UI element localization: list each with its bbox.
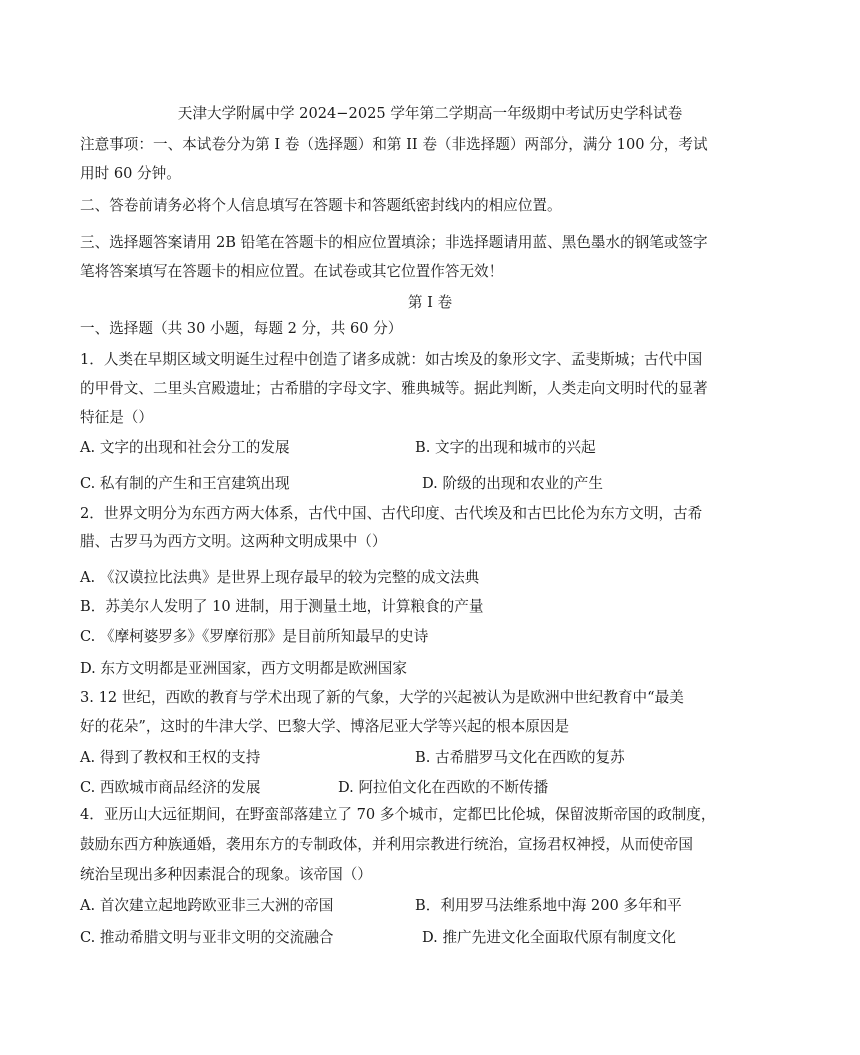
notice-line: 注意事项：一、本试卷分为第 I 卷（选择题）和第 II 卷（非选择题）两部分，满分 100 分，考试 <box>80 136 708 153</box>
option-d: D. 阶级的出现和农业的产生 <box>422 475 603 492</box>
section-title: 第 I 卷 <box>407 294 453 311</box>
question-stem: 的甲骨文、二里头宫殿遗址；古希腊的字母文字、雅典城等。据此判断，人类走向文明时代的显著 <box>80 380 708 397</box>
option-a: A. 《汉谟拉比法典》是世界上现存最早的较为完整的成文法典 <box>80 569 480 586</box>
exam-title: 天津大学附属中学 2024−2025 学年第二学期高一年级期中考试历史学科试卷 <box>177 105 683 122</box>
option-c: C. 私有制的产生和王宫建筑出现 <box>80 475 290 492</box>
option-c: C. 推动希腊文明与亚非文明的交流融合 <box>80 929 334 946</box>
option-a: A. 首次建立起地跨欧亚非三大洲的帝国 <box>80 897 334 914</box>
option-c: C. 西欧城市商品经济的发展 <box>80 779 261 796</box>
option-b: B．苏美尔人发明了 10 进制，用于测量土地，计算粮食的产量 <box>80 598 484 615</box>
question-stem: 4．亚历山大远征期间，在野蛮部落建立了 70 多个城市，定都巴比伦城，保留波斯帝国的政制度， <box>80 806 716 823</box>
notice-line: 二、答卷前请务必将个人信息填写在答题卡和答题纸密封线内的相应位置。 <box>80 197 562 214</box>
question-stem: 好的花朵”，这时的牛津大学、巴黎大学、博洛尼亚大学等兴起的根本原因是 <box>80 718 570 735</box>
question-stem: 特征是（） <box>80 409 153 426</box>
option-b: B. 文字的出现和城市的兴起 <box>415 439 596 456</box>
option-c: C. 《摩柯婆罗多》《罗摩衍那》是目前所知最早的史诗 <box>80 628 429 645</box>
part-heading: 一、选择题（共 30 小题，每题 2 分，共 60 分） <box>80 320 403 337</box>
question-stem: 1．人类在早期区域文明诞生过程中创造了诸多成就：如古埃及的象形文字、孟斐斯城；古代中国 <box>80 351 703 368</box>
option-d: D. 推广先进文化全面取代原有制度文化 <box>422 929 676 946</box>
option-a: A. 文字的出现和社会分工的发展 <box>80 439 290 456</box>
question-stem: 腊、古罗马为西方文明。这两种文明成果中（） <box>80 533 387 550</box>
option-b: B. 古希腊罗马文化在西欧的复苏 <box>415 749 625 766</box>
notice-line: 用时 60 分钟。 <box>80 165 181 182</box>
question-stem: 2．世界文明分为东西方两大体系，古代中国、古代印度、古代埃及和古巴比伦为东方文明，古希 <box>80 505 703 522</box>
notice-line: 三、选择题答案请用 2B 铅笔在答题卡的相应位置填涂；非选择题请用蓝、黑色墨水的钢笔或签字 <box>80 234 708 251</box>
question-stem: 鼓励东西方种族通婚，袭用东方的专制政体，并利用宗教进行统治，宣扬君权神授，从而使帝国 <box>80 836 693 853</box>
question-stem: 统治呈现出多种因素混合的现象。该帝国（） <box>80 866 372 883</box>
option-a: A. 得到了教权和王权的支持 <box>80 749 261 766</box>
option-b: B．利用罗马法维系地中海 200 多年和平 <box>415 897 682 914</box>
notice-line: 笔将答案填写在答题卡的相应位置。在试卷或其它位置作答无效！ <box>80 263 504 280</box>
option-d: D. 东方文明都是亚洲国家，西方文明都是欧洲国家 <box>80 660 407 677</box>
option-d: D. 阿拉伯文化在西欧的不断传播 <box>338 779 549 796</box>
question-stem: 3. 12 世纪，西欧的教育与学术出现了新的气象，大学的兴起被认为是欧洲中世纪教育中“最美 <box>80 689 684 706</box>
